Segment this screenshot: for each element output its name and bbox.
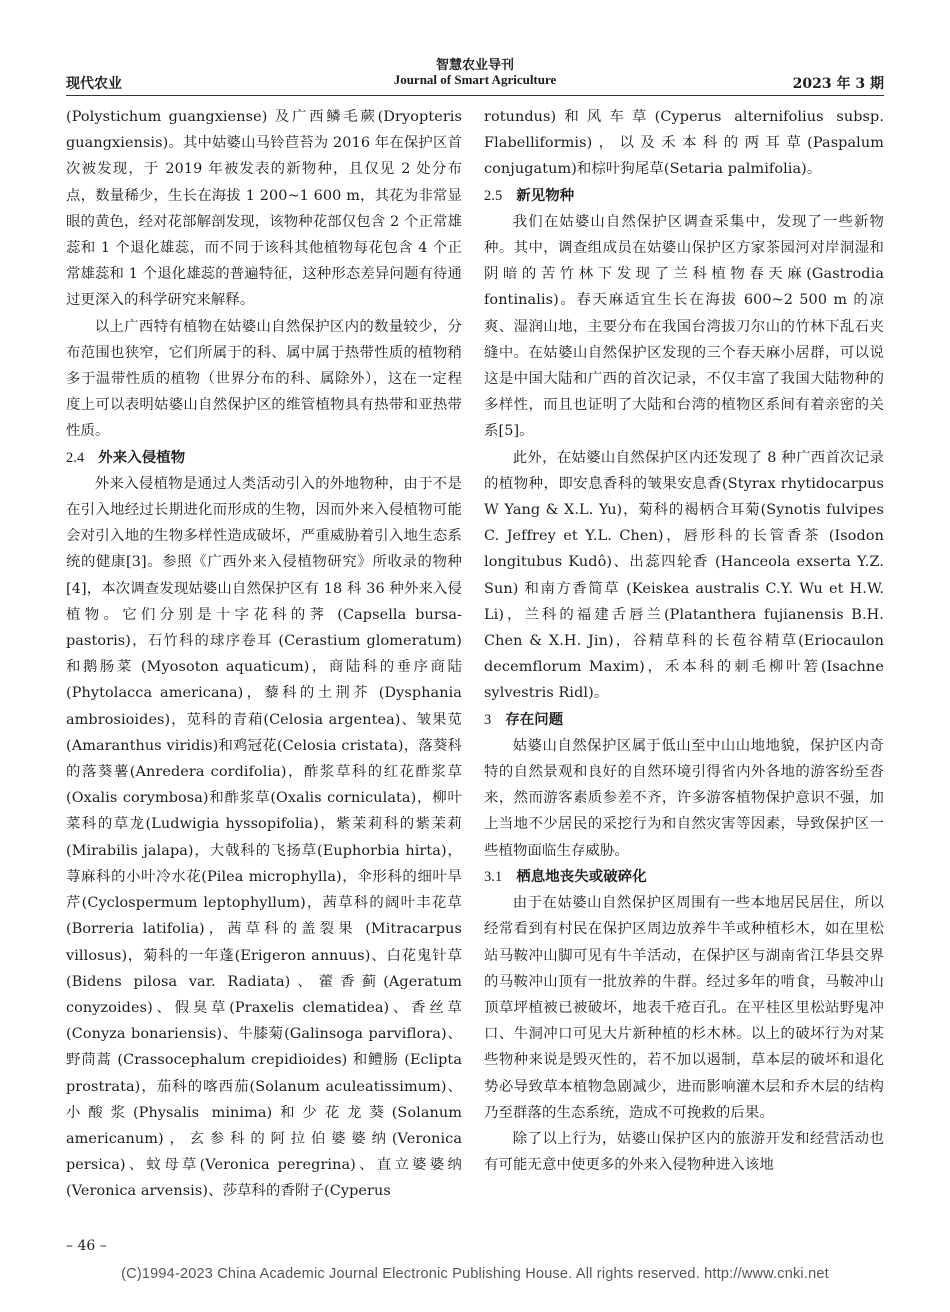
section-number: 3 — [484, 711, 492, 728]
body-paragraph: 除了以上行为，姑婆山保护区内的旅游开发和经营活动也有可能无意中使更多的外来入侵物种进入该地 — [484, 1130, 884, 1174]
body-paragraph: 由于在姑婆山自然保护区周围有一些本地居民居住，所以经常看到有村民在保护区周边放养牛羊或种植杉木，如在里松站马鞍冲山脚可见有牛羊活动，在保护区与湖南省江华县交界的马鞍冲山顶有一批放养的牛群。经过多年的啃食，马鞍冲山顶草坪植被已被破坏，地表千疮百孔。在平桂区里松站野鬼冲口、牛洞冲口可见大片新种植的杉木林。以上的破坏行为对某些物种来说是毁灭性的，若不加以遏制，草本层的破坏和退化势必导致草本植物急剧减少，进而影响灌木层和乔木层的结构乃至群落的生态系统，造成不可挽救的后果。 — [484, 895, 884, 1121]
copyright-footer: (C)1994-2023 China Academic Journal Electronic Publishing House. All rights reserved. http://www.cnki.net — [121, 1266, 829, 1282]
section-heading — [484, 183, 884, 209]
body-paragraph: (Polystichum guangxiense) 及广西鳞毛蕨(Dryopteris guangxiensis)。其中姑婆山马铃苣苔为 2016 年在保护区首次被发现，于 2019 年被发表的新物种，且仅见 2 处分布点，数量稀少，生长在海拔 1 200~1 600 m，其花为非常显眼的黄色，经对花部解剖发现，该物种花部仅包含 2 个正常雄蕊和 1 个退化雄蕊，而不同于该科其他植物每花包含 4 个正常雄蕊和 1 个退化雄蕊的普遍特征，这种形态差异问题有待通过更深入的科学研究来解释。 — [66, 109, 462, 309]
section-heading — [484, 864, 884, 890]
header-rule — [66, 95, 884, 96]
body-paragraph: 此外，在姑婆山自然保护区内还发现了 8 种广西首次记录的植物种，即安息香科的皱果安息香(Styrax rhytidocarpus W Yang & X.L. Yu)，菊科的褐柄合耳菊(Synotis fulvipes C. Jeffrey et Y.L. Chen)，唇形科的长管香茶 (Isodon longitubus Kudô)、出蕊四轮香 (Hanceola exserta Y.Z. Sun) 和南方香简草 (Keiskea australis C.Y. Wu et H.W. Li)，兰科的福建舌唇兰(Platanthera fujianensis B.H. Chen & X.H. Jin)，谷精草科的长苞谷精草(Eriocaulon decemflorum Maxim)，禾本科的刺毛柳叶箬(Isachne sylvestris Ridl)。 — [484, 449, 884, 702]
page-header — [66, 0, 884, 98]
left-column — [66, 104, 462, 1205]
section-label: 现代农业 — [66, 76, 122, 92]
journal-title-en: Journal of Smart Agriculture — [393, 72, 557, 87]
section-title: 新见物种 — [516, 187, 575, 204]
section-number: 2.5 — [484, 187, 503, 204]
section-title: 存在问题 — [505, 711, 564, 728]
section-number: 2.4 — [66, 449, 85, 466]
section-number: 3.1 — [484, 868, 503, 885]
section-title: 栖息地丧失或破碎化 — [516, 868, 647, 885]
body-paragraph: 姑婆山自然保护区属于低山至中山山地地貌，保护区内奇特的自然景观和良好的自然环境引得省内外各地的游客纷至沓来，然而游客素质参差不齐，许多游客植物保护意识不强，加上当地不少居民的采挖行为和自然灾害等因素，导致保护区一些植物面临生存威胁。 — [484, 737, 884, 859]
right-column — [484, 104, 884, 1178]
body-paragraph: rotundus)和风车草(Cyperus alternifolius subsp. Flabelliformis)，以及禾本科的两耳草(Paspalum conjugatum)和棕叶狗尾草(Setaria palmifolia)。 — [484, 109, 884, 178]
section-heading — [66, 445, 462, 471]
section-heading — [484, 707, 884, 733]
page-number: – 46 – — [66, 1238, 107, 1254]
body-paragraph: 以上广西特有植物在姑婆山自然保护区内的数量较少，分布范围也狭窄，它们所属于的科、属中属于热带性质的植物稍多于温带性质的植物（世界分布的科、属除外），这在一定程度上可以表明姑婆山自然保护区的维管植物具有热带和亚热带性质。 — [66, 318, 462, 440]
body-paragraph: 外来入侵植物是通过人类活动引入的外地物种，由于不是在引入地经过长期进化而形成的生物，因而外来入侵植物可能会对引入地的生物多样性造成破坏，严重威胁着引入地生态系统的健康[3]。参照《广西外来入侵植物研究》所收录的物种[4]，本次调查发现姑婆山自然保护区有 18 科 36 种外来入侵植物。它们分别是十字花科的荠 (Capsella bursa-pastoris)，石竹科的球序卷耳 (Cerastium glomeratum) 和鹅肠菜 (Myosoton aquaticum)，商陆科的垂序商陆(Phytolacca americana)，藜科的土荆芥 (Dysphania ambrosioides)，苋科的青葙(Celosia argentea)、皱果苋(Amaranthus viridis)和鸡冠花(Celosia cristata)，落葵科的落葵薯(Anredera cordifolia)，酢浆草科的红花酢浆草(Oxalis corymbosa)和酢浆草(Oxalis corniculata)，柳叶菜科的草龙(Ludwigia hyssopifolia)，紫茉莉科的紫茉莉(Mirabilis jalapa)，大戟科的飞扬草(Euphorbia hirta)，荨麻科的小叶冷水花(Pilea microphylla)，伞形科的细叶旱芹(Cyclospermum leptophyllum)，茜草科的阔叶丰花草(Borreria latifolia)，茜草科的盖裂果 (Mitracarpus villosus)，菊科的一年蓬(Erigeron annuus)、白花鬼针草(Bidens pilosa var. Radiata)、藿香蓟(Ageratum conyzoides)、假臭草(Praxelis clematidea)、香丝草 (Conyza bonariensis)、牛膝菊(Galinsoga parviflora)、野茼蒿 (Crassocephalum crepidioides) 和鳢肠 (Eclipta prostrata)，茄科的喀西茄(Solanum aculeatissimum)、小酸浆(Physalis minima)和少花龙葵(Solanum americanum)，玄参科的阿拉伯婆婆纳(Veronica persica)、蚊母草(Veronica peregrina)、直立婆婆纳(Veronica arvensis)、莎草科的香附子(Cyperus — [66, 475, 462, 1200]
journal-title-cn: 智慧农业导刊 — [435, 58, 514, 73]
section-title: 外来入侵植物 — [98, 449, 186, 466]
issue-label: 2023 年 3 期 — [792, 76, 884, 92]
body-paragraph: 我们在姑婆山自然保护区调查采集中，发现了一些新物种。其中，调查组成员在姑婆山保护区方家茶园河对岸洞湿和阴暗的苦竹林下发现了兰科植物春天麻(Gastrodia fontinalis)。春天麻适宜生长在海拔 600~2 500 m 的凉爽、湿润山地，主要分布在我国台湾拔刀尔山的竹林下乱石夹缝中。在姑婆山自然保护区发现的三个春天麻小居群，可以说这是中国大陆和广西的首次记录，不仅丰富了我国大陆物种的多样性，而且也证明了大陆和台湾的植物区系间有着亲密的关系[5]。 — [484, 213, 884, 440]
